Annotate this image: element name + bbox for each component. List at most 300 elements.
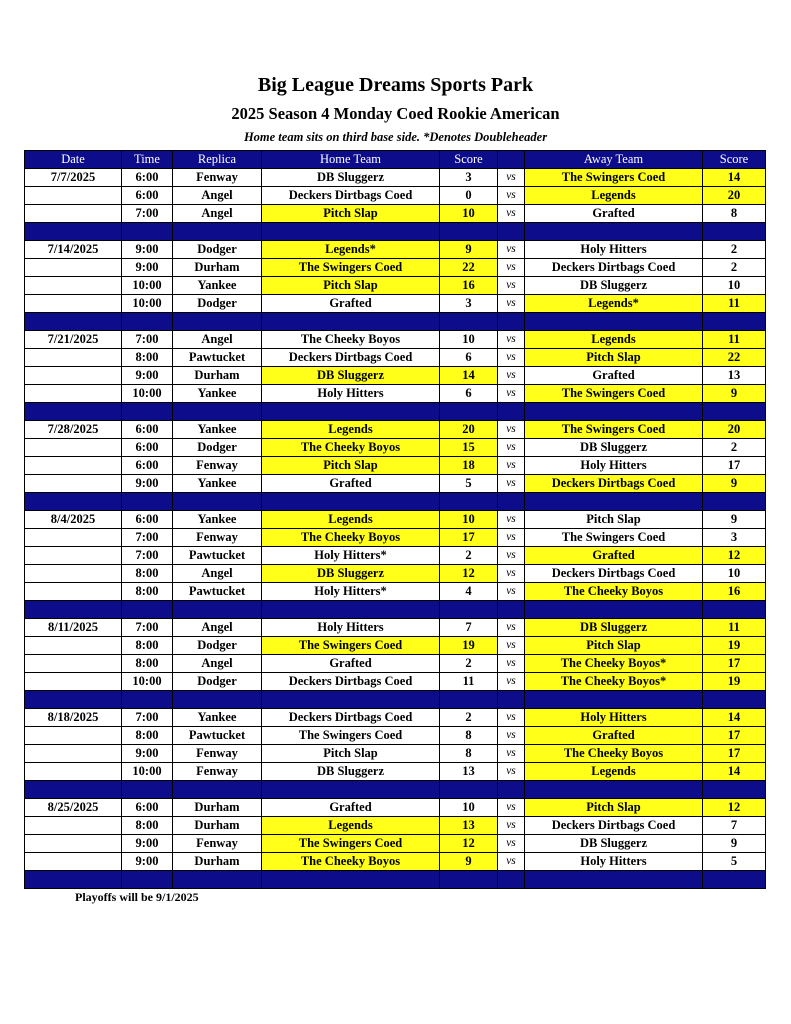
- separator-cell: [262, 691, 440, 709]
- away-score: 20: [703, 187, 766, 205]
- separator-cell: [498, 403, 525, 421]
- home-team: Holy Hitters: [262, 619, 440, 637]
- away-team: Deckers Dirtbags Coed: [525, 259, 703, 277]
- home-score: 2: [440, 709, 498, 727]
- vs-label: vs: [498, 295, 525, 313]
- game-row: [25, 529, 766, 547]
- separator-cell: [498, 691, 525, 709]
- game-replica: Yankee: [173, 421, 262, 439]
- game-time: 10:00: [122, 295, 173, 313]
- game-row: [25, 637, 766, 655]
- home-score: 9: [440, 853, 498, 871]
- away-team: The Swingers Coed: [525, 385, 703, 403]
- header-vs: [498, 151, 525, 169]
- away-score: 17: [703, 457, 766, 475]
- game-replica: Angel: [173, 565, 262, 583]
- vs-label: vs: [498, 655, 525, 673]
- game-date: 8/18/2025: [25, 709, 122, 727]
- game-date: [25, 835, 122, 853]
- game-row: [25, 475, 766, 493]
- game-time: 10:00: [122, 673, 173, 691]
- away-score: 2: [703, 241, 766, 259]
- vs-label: vs: [498, 421, 525, 439]
- separator-cell: [25, 493, 122, 511]
- game-row: [25, 547, 766, 565]
- game-replica: Durham: [173, 367, 262, 385]
- separator-cell: [498, 313, 525, 331]
- game-row: [25, 511, 766, 529]
- header-row: [25, 151, 766, 169]
- game-date: 8/25/2025: [25, 799, 122, 817]
- game-row: [25, 439, 766, 457]
- separator-cell: [262, 223, 440, 241]
- separator-cell: [440, 691, 498, 709]
- vs-label: vs: [498, 187, 525, 205]
- schedule-table: [24, 150, 766, 889]
- game-time: 7:00: [122, 619, 173, 637]
- separator-cell: [525, 691, 703, 709]
- home-team: Deckers Dirtbags Coed: [262, 349, 440, 367]
- game-replica: Yankee: [173, 277, 262, 295]
- away-team: The Cheeky Boyos*: [525, 673, 703, 691]
- separator-cell: [262, 601, 440, 619]
- vs-label: vs: [498, 205, 525, 223]
- game-row: [25, 763, 766, 781]
- game-row: [25, 385, 766, 403]
- away-team: DB Sluggerz: [525, 619, 703, 637]
- game-replica: Durham: [173, 853, 262, 871]
- game-time: 6:00: [122, 799, 173, 817]
- separator-cell: [25, 223, 122, 241]
- game-row: [25, 655, 766, 673]
- home-score: 10: [440, 511, 498, 529]
- home-team: The Cheeky Boyos: [262, 853, 440, 871]
- game-row: [25, 817, 766, 835]
- separator-cell: [173, 403, 262, 421]
- game-date: [25, 763, 122, 781]
- game-date: [25, 583, 122, 601]
- game-replica: Durham: [173, 799, 262, 817]
- separator-cell: [25, 403, 122, 421]
- home-team: Holy Hitters*: [262, 583, 440, 601]
- separator-cell: [525, 601, 703, 619]
- vs-label: vs: [498, 259, 525, 277]
- separator-cell: [122, 781, 173, 799]
- home-team: The Swingers Coed: [262, 259, 440, 277]
- away-score: 3: [703, 529, 766, 547]
- vs-label: vs: [498, 583, 525, 601]
- game-time: 9:00: [122, 241, 173, 259]
- away-team: DB Sluggerz: [525, 835, 703, 853]
- game-date: 7/7/2025: [25, 169, 122, 187]
- home-score: 20: [440, 421, 498, 439]
- game-row: [25, 457, 766, 475]
- game-replica: Fenway: [173, 835, 262, 853]
- game-time: 6:00: [122, 439, 173, 457]
- away-team: Grafted: [525, 205, 703, 223]
- game-row: [25, 745, 766, 763]
- game-replica: Angel: [173, 619, 262, 637]
- game-time: 8:00: [122, 349, 173, 367]
- vs-label: vs: [498, 673, 525, 691]
- game-row: [25, 853, 766, 871]
- away-score: 14: [703, 709, 766, 727]
- vs-label: vs: [498, 385, 525, 403]
- vs-label: vs: [498, 817, 525, 835]
- home-team: DB Sluggerz: [262, 367, 440, 385]
- game-time: 7:00: [122, 547, 173, 565]
- separator-cell: [498, 493, 525, 511]
- separator-cell: [122, 601, 173, 619]
- header-home-team: Home Team: [262, 151, 440, 169]
- vs-label: vs: [498, 619, 525, 637]
- away-team: Legends: [525, 331, 703, 349]
- separator-cell: [440, 781, 498, 799]
- home-score: 10: [440, 205, 498, 223]
- week-separator: [25, 781, 766, 799]
- home-team: DB Sluggerz: [262, 565, 440, 583]
- home-score: 8: [440, 727, 498, 745]
- game-time: 6:00: [122, 421, 173, 439]
- game-replica: Angel: [173, 655, 262, 673]
- away-score: 17: [703, 655, 766, 673]
- away-team: Pitch Slap: [525, 349, 703, 367]
- schedule-body: [25, 169, 766, 889]
- vs-label: vs: [498, 835, 525, 853]
- away-team: Deckers Dirtbags Coed: [525, 475, 703, 493]
- game-date: [25, 385, 122, 403]
- game-replica: Angel: [173, 187, 262, 205]
- game-time: 9:00: [122, 259, 173, 277]
- home-team: The Cheeky Boyos: [262, 439, 440, 457]
- separator-cell: [440, 223, 498, 241]
- separator-cell: [525, 493, 703, 511]
- game-time: 10:00: [122, 385, 173, 403]
- separator-cell: [262, 403, 440, 421]
- separator-cell: [525, 871, 703, 889]
- vs-label: vs: [498, 169, 525, 187]
- vs-label: vs: [498, 727, 525, 745]
- home-score: 0: [440, 187, 498, 205]
- game-date: [25, 853, 122, 871]
- home-team: DB Sluggerz: [262, 169, 440, 187]
- away-team: Deckers Dirtbags Coed: [525, 565, 703, 583]
- home-score: 3: [440, 169, 498, 187]
- separator-cell: [262, 313, 440, 331]
- game-row: [25, 241, 766, 259]
- game-time: 8:00: [122, 727, 173, 745]
- game-date: [25, 475, 122, 493]
- game-row: [25, 367, 766, 385]
- separator-cell: [703, 871, 766, 889]
- vs-label: vs: [498, 709, 525, 727]
- away-score: 2: [703, 439, 766, 457]
- away-score: 8: [703, 205, 766, 223]
- separator-cell: [173, 313, 262, 331]
- home-score: 18: [440, 457, 498, 475]
- vs-label: vs: [498, 349, 525, 367]
- game-date: [25, 277, 122, 295]
- game-row: [25, 619, 766, 637]
- home-score: 12: [440, 565, 498, 583]
- home-score: 7: [440, 619, 498, 637]
- away-score: 11: [703, 619, 766, 637]
- away-score: 9: [703, 385, 766, 403]
- vs-label: vs: [498, 457, 525, 475]
- game-date: [25, 637, 122, 655]
- game-replica: Dodger: [173, 439, 262, 457]
- game-date: [25, 187, 122, 205]
- home-team: The Swingers Coed: [262, 637, 440, 655]
- separator-cell: [525, 781, 703, 799]
- game-row: [25, 709, 766, 727]
- game-date: [25, 457, 122, 475]
- separator-cell: [703, 223, 766, 241]
- game-time: 7:00: [122, 331, 173, 349]
- home-score: 10: [440, 331, 498, 349]
- away-team: The Swingers Coed: [525, 169, 703, 187]
- separator-cell: [703, 493, 766, 511]
- separator-cell: [122, 403, 173, 421]
- game-time: 7:00: [122, 529, 173, 547]
- vs-label: vs: [498, 565, 525, 583]
- vs-label: vs: [498, 367, 525, 385]
- away-score: 13: [703, 367, 766, 385]
- home-score: 19: [440, 637, 498, 655]
- separator-cell: [173, 691, 262, 709]
- home-score: 14: [440, 367, 498, 385]
- away-score: 16: [703, 583, 766, 601]
- home-score: 13: [440, 763, 498, 781]
- vs-label: vs: [498, 511, 525, 529]
- away-team: DB Sluggerz: [525, 277, 703, 295]
- vs-label: vs: [498, 529, 525, 547]
- separator-cell: [262, 493, 440, 511]
- home-team: The Swingers Coed: [262, 727, 440, 745]
- home-score: 12: [440, 835, 498, 853]
- away-team: Grafted: [525, 547, 703, 565]
- game-replica: Yankee: [173, 511, 262, 529]
- game-time: 6:00: [122, 457, 173, 475]
- game-date: 7/14/2025: [25, 241, 122, 259]
- game-date: [25, 259, 122, 277]
- game-time: 8:00: [122, 565, 173, 583]
- away-score: 20: [703, 421, 766, 439]
- away-team: The Cheeky Boyos*: [525, 655, 703, 673]
- game-date: [25, 655, 122, 673]
- separator-cell: [440, 313, 498, 331]
- away-score: 17: [703, 745, 766, 763]
- game-row: [25, 583, 766, 601]
- game-replica: Pawtucket: [173, 547, 262, 565]
- game-time: 9:00: [122, 745, 173, 763]
- home-score: 17: [440, 529, 498, 547]
- header-time: Time: [122, 151, 173, 169]
- away-score: 5: [703, 853, 766, 871]
- away-team: Legends*: [525, 295, 703, 313]
- game-date: [25, 817, 122, 835]
- home-team: Deckers Dirtbags Coed: [262, 709, 440, 727]
- separator-cell: [703, 601, 766, 619]
- separator-cell: [440, 871, 498, 889]
- home-team: Legends*: [262, 241, 440, 259]
- page-subtitle: 2025 Season 4 Monday Coed Rookie American: [231, 104, 560, 123]
- header-home-score: Score: [440, 151, 498, 169]
- game-date: [25, 349, 122, 367]
- separator-cell: [173, 493, 262, 511]
- away-team: Legends: [525, 763, 703, 781]
- vs-label: vs: [498, 331, 525, 349]
- separator-cell: [703, 403, 766, 421]
- vs-label: vs: [498, 745, 525, 763]
- header-away-score: Score: [703, 151, 766, 169]
- game-row: [25, 187, 766, 205]
- home-score: 13: [440, 817, 498, 835]
- away-team: The Cheeky Boyos: [525, 745, 703, 763]
- game-time: 9:00: [122, 367, 173, 385]
- game-row: [25, 277, 766, 295]
- home-team: Pitch Slap: [262, 205, 440, 223]
- header-replica: Replica: [173, 151, 262, 169]
- game-replica: Fenway: [173, 745, 262, 763]
- game-time: 9:00: [122, 835, 173, 853]
- separator-cell: [262, 871, 440, 889]
- game-row: [25, 727, 766, 745]
- separator-cell: [25, 691, 122, 709]
- game-time: 6:00: [122, 511, 173, 529]
- game-row: [25, 565, 766, 583]
- vs-label: vs: [498, 547, 525, 565]
- separator-cell: [173, 781, 262, 799]
- away-score: 14: [703, 169, 766, 187]
- game-replica: Yankee: [173, 709, 262, 727]
- away-team: Grafted: [525, 727, 703, 745]
- home-team: Holy Hitters: [262, 385, 440, 403]
- playoffs-note: Playoffs will be 9/1/2025: [75, 890, 199, 904]
- separator-cell: [25, 313, 122, 331]
- game-row: [25, 349, 766, 367]
- home-score: 6: [440, 349, 498, 367]
- away-score: 10: [703, 277, 766, 295]
- home-team: Grafted: [262, 295, 440, 313]
- home-score: 5: [440, 475, 498, 493]
- home-score: 6: [440, 385, 498, 403]
- separator-cell: [262, 781, 440, 799]
- game-date: 7/21/2025: [25, 331, 122, 349]
- separator-cell: [122, 871, 173, 889]
- away-score: 17: [703, 727, 766, 745]
- field-note: Home team sits on third base side. *Denotes Doubleheader: [243, 130, 548, 144]
- home-team: Deckers Dirtbags Coed: [262, 673, 440, 691]
- home-team: The Cheeky Boyos: [262, 331, 440, 349]
- game-row: [25, 205, 766, 223]
- away-team: Holy Hitters: [525, 457, 703, 475]
- separator-cell: [25, 871, 122, 889]
- away-team: The Cheeky Boyos: [525, 583, 703, 601]
- game-row: [25, 331, 766, 349]
- week-separator: [25, 223, 766, 241]
- away-team: The Swingers Coed: [525, 421, 703, 439]
- game-date: [25, 745, 122, 763]
- vs-label: vs: [498, 799, 525, 817]
- away-team: Holy Hitters: [525, 241, 703, 259]
- home-team: Grafted: [262, 475, 440, 493]
- week-separator: [25, 871, 766, 889]
- away-score: 11: [703, 331, 766, 349]
- game-time: 7:00: [122, 709, 173, 727]
- separator-cell: [498, 223, 525, 241]
- separator-cell: [525, 313, 703, 331]
- separator-cell: [25, 601, 122, 619]
- page-title: Big League Dreams Sports Park: [257, 74, 534, 96]
- home-team: Legends: [262, 421, 440, 439]
- separator-cell: [173, 601, 262, 619]
- week-separator: [25, 313, 766, 331]
- home-team: Legends: [262, 511, 440, 529]
- away-team: Holy Hitters: [525, 709, 703, 727]
- away-team: Pitch Slap: [525, 511, 703, 529]
- game-row: [25, 799, 766, 817]
- home-team: Pitch Slap: [262, 745, 440, 763]
- away-score: 11: [703, 295, 766, 313]
- separator-cell: [498, 871, 525, 889]
- away-team: Legends: [525, 187, 703, 205]
- separator-cell: [498, 601, 525, 619]
- away-team: Deckers Dirtbags Coed: [525, 817, 703, 835]
- game-replica: Yankee: [173, 385, 262, 403]
- separator-cell: [173, 223, 262, 241]
- game-time: 10:00: [122, 763, 173, 781]
- game-date: [25, 205, 122, 223]
- home-team: Pitch Slap: [262, 457, 440, 475]
- home-score: 11: [440, 673, 498, 691]
- game-replica: Pawtucket: [173, 583, 262, 601]
- home-team: DB Sluggerz: [262, 763, 440, 781]
- home-team: Pitch Slap: [262, 277, 440, 295]
- game-time: 8:00: [122, 637, 173, 655]
- vs-label: vs: [498, 439, 525, 457]
- game-date: [25, 367, 122, 385]
- separator-cell: [25, 781, 122, 799]
- game-replica: Dodger: [173, 241, 262, 259]
- away-score: 9: [703, 475, 766, 493]
- header-away-team: Away Team: [525, 151, 703, 169]
- away-team: DB Sluggerz: [525, 439, 703, 457]
- home-score: 22: [440, 259, 498, 277]
- away-team: Pitch Slap: [525, 799, 703, 817]
- away-score: 9: [703, 835, 766, 853]
- game-replica: Pawtucket: [173, 727, 262, 745]
- home-score: 15: [440, 439, 498, 457]
- week-separator: [25, 601, 766, 619]
- away-score: 19: [703, 673, 766, 691]
- separator-cell: [498, 781, 525, 799]
- game-date: [25, 439, 122, 457]
- week-separator: [25, 403, 766, 421]
- game-replica: Dodger: [173, 673, 262, 691]
- game-row: [25, 673, 766, 691]
- away-score: 22: [703, 349, 766, 367]
- away-score: 19: [703, 637, 766, 655]
- game-date: 7/28/2025: [25, 421, 122, 439]
- separator-cell: [703, 313, 766, 331]
- week-separator: [25, 691, 766, 709]
- game-time: 8:00: [122, 583, 173, 601]
- separator-cell: [703, 691, 766, 709]
- game-row: [25, 421, 766, 439]
- home-team: Deckers Dirtbags Coed: [262, 187, 440, 205]
- game-row: [25, 295, 766, 313]
